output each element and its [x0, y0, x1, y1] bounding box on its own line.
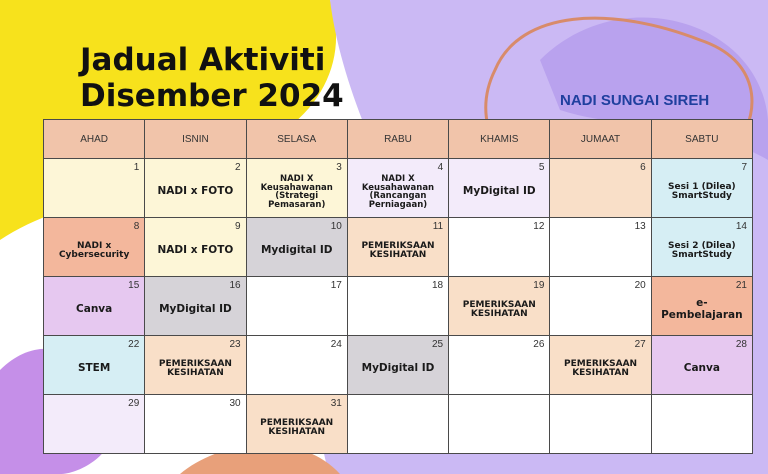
calendar-day-cell [145, 277, 246, 336]
calendar-day-cell [651, 336, 752, 395]
calendar-cell-content [652, 395, 752, 453]
calendar-day-cell [347, 395, 448, 454]
event-label [554, 409, 646, 447]
day-number: 22 [128, 339, 140, 350]
calendar-day-cell [651, 277, 752, 336]
calendar-day-cell [347, 159, 448, 218]
calendar-cell-content [247, 336, 347, 394]
day-number: 4 [437, 162, 444, 173]
calendar-day-cell [651, 218, 752, 277]
calendar-cell-content [550, 336, 650, 394]
calendar-cell-content [449, 277, 549, 335]
event-label [251, 291, 343, 329]
event-label [48, 173, 140, 211]
calendar-day-cell [145, 218, 246, 277]
day-number: 3 [336, 162, 342, 173]
event-label [149, 409, 241, 447]
calendar-cell-content [145, 159, 245, 217]
calendar-table [43, 119, 753, 454]
calendar-day-cell [44, 277, 145, 336]
organization-name: NADI SUNGAI SIREH [560, 92, 710, 109]
day-number: 27 [634, 339, 646, 350]
calendar-cell-content [652, 159, 752, 217]
day-number: 12 [533, 221, 545, 232]
day-number: 18 [432, 280, 444, 291]
calendar-cell-content [348, 395, 448, 453]
calendar-cell-content [44, 277, 144, 335]
calendar-day-cell [145, 395, 246, 454]
day-number: 30 [229, 398, 241, 409]
title-line-1: Jadual Aktiviti [80, 42, 326, 78]
calendar-cell-content [550, 277, 650, 335]
calendar-cell-content [247, 159, 347, 217]
calendar-cell-content [449, 336, 549, 394]
calendar-cell-content [44, 395, 144, 453]
event-label: Sesi 2 (Dilea) SmartStudy [668, 240, 736, 260]
calendar-day-cell [550, 218, 651, 277]
calendar-day-cell [449, 336, 550, 395]
calendar-day-cell [347, 336, 448, 395]
calendar-cell-content [550, 218, 650, 276]
event-label: MyDigital ID [361, 362, 435, 375]
calendar-day-cell [44, 395, 145, 454]
calendar-week-row [44, 159, 753, 218]
calendar-cell-content [44, 218, 144, 276]
calendar-cell-content [449, 159, 549, 217]
weekday-header-row [44, 120, 753, 159]
event-label: NADI x FOTO [157, 244, 234, 257]
event-label: NADI X Keusahawanan (Strategi Pemasaran) [260, 174, 333, 210]
weekday-header: SELASA [246, 120, 347, 159]
calendar-week-row [44, 277, 753, 336]
calendar-day-cell [449, 159, 550, 218]
day-number: 11 [432, 221, 444, 232]
calendar-day-cell [347, 218, 448, 277]
calendar-cell-content [652, 336, 752, 394]
day-number: 2 [235, 162, 241, 173]
day-number: 26 [533, 339, 545, 350]
calendar-cell-content [348, 159, 448, 217]
event-label [251, 350, 343, 388]
calendar-cell-content [550, 159, 650, 217]
calendar-cell-content [247, 277, 347, 335]
calendar-cell-content [247, 395, 347, 453]
calendar-week-row [44, 336, 753, 395]
calendar-cell-content [348, 336, 448, 394]
event-label: NADI X Keusahawanan (Rancangan Perniagaan) [361, 174, 435, 210]
calendar-cell-content [145, 218, 245, 276]
event-label: NADI x Cybersecurity [58, 240, 130, 260]
event-label: PEMERIKSAAN KESIHATAN [462, 299, 536, 319]
day-number: 7 [741, 162, 747, 173]
calendar-cell-content [348, 277, 448, 335]
calendar-day-cell [145, 159, 246, 218]
day-number: 13 [634, 221, 646, 232]
calendar-week-row [44, 395, 753, 454]
event-label [554, 173, 646, 211]
event-label: Canva [683, 362, 720, 375]
event-label [554, 291, 646, 329]
event-label [352, 291, 444, 329]
event-label: Canva [76, 303, 113, 316]
calendar-day-cell [246, 336, 347, 395]
day-number: 14 [735, 221, 747, 232]
calendar-day-cell [550, 159, 651, 218]
title-line-2: Disember 2024 [80, 78, 344, 114]
calendar-cell-content [348, 218, 448, 276]
day-number: 10 [330, 221, 342, 232]
event-label [453, 350, 545, 388]
event-label: PEMERIKSAAN KESIHATAN [564, 358, 638, 378]
day-number: 23 [229, 339, 241, 350]
weekday-header: KHAMIS [449, 120, 550, 159]
calendar-day-cell [44, 218, 145, 277]
calendar-cell-content [145, 336, 245, 394]
calendar-day-cell [449, 277, 550, 336]
calendar-day-cell [246, 218, 347, 277]
event-label [554, 232, 646, 270]
event-label [352, 409, 444, 447]
page-title [80, 42, 344, 114]
calendar-day-cell [449, 395, 550, 454]
day-number: 25 [432, 339, 444, 350]
calendar-cell-content [449, 395, 549, 453]
event-label [48, 409, 140, 447]
day-number: 9 [235, 221, 241, 232]
calendar-cell-content [44, 159, 144, 217]
day-number: 21 [735, 280, 747, 291]
calendar-day-cell [145, 336, 246, 395]
calendar-day-cell [44, 336, 145, 395]
day-number: 6 [640, 162, 646, 173]
day-number: 19 [533, 280, 545, 291]
calendar-day-cell [246, 159, 347, 218]
weekday-header: RABU [347, 120, 448, 159]
event-label [453, 232, 545, 270]
event-label: PEMERIKSAAN KESIHATAN [260, 417, 334, 437]
calendar-day-cell [44, 159, 145, 218]
day-number: 1 [133, 162, 140, 173]
day-number: 15 [128, 280, 140, 291]
event-label: Mydigital ID [260, 244, 333, 257]
calendar-week-row [44, 218, 753, 277]
calendar-cell-content [44, 336, 144, 394]
calendar-cell-content [652, 218, 752, 276]
weekday-header: ISNIN [145, 120, 246, 159]
event-label: NADI x FOTO [157, 185, 234, 198]
calendar-cell-content [652, 277, 752, 335]
calendar-day-cell [449, 218, 550, 277]
event-label: MyDigital ID [159, 303, 232, 316]
calendar-cell-content [550, 395, 650, 453]
day-number: 31 [330, 398, 342, 409]
weekday-header: SABTU [651, 120, 752, 159]
calendar-day-cell [651, 395, 752, 454]
calendar-day-cell [246, 277, 347, 336]
event-label: e-Pembelajaran [661, 297, 743, 321]
calendar-day-cell [550, 277, 651, 336]
calendar-day-cell [550, 395, 651, 454]
weekday-header: AHAD [44, 120, 145, 159]
calendar-cell-content [145, 395, 245, 453]
day-number: 17 [330, 280, 342, 291]
day-number: 5 [538, 162, 545, 173]
calendar-day-cell [651, 159, 752, 218]
calendar-day-cell [246, 395, 347, 454]
day-number: 24 [330, 339, 342, 350]
event-label [656, 409, 748, 447]
event-label: PEMERIKSAAN KESIHATAN [361, 240, 435, 260]
event-label [453, 409, 545, 447]
event-label: Sesi 1 (Dilea) SmartStudy [668, 181, 736, 201]
event-label: STEM [77, 362, 111, 375]
day-number: 20 [634, 280, 646, 291]
day-number: 16 [229, 280, 241, 291]
weekday-header: JUMAAT [550, 120, 651, 159]
calendar-day-cell [550, 336, 651, 395]
day-number: 29 [128, 398, 140, 409]
calendar-cell-content [145, 277, 245, 335]
day-number: 28 [735, 339, 747, 350]
calendar-cell-content [449, 218, 549, 276]
event-label: MyDigital ID [462, 185, 536, 198]
calendar-day-cell [347, 277, 448, 336]
day-number: 8 [133, 221, 140, 232]
event-label: PEMERIKSAAN KESIHATAN [158, 358, 232, 378]
calendar-cell-content [247, 218, 347, 276]
